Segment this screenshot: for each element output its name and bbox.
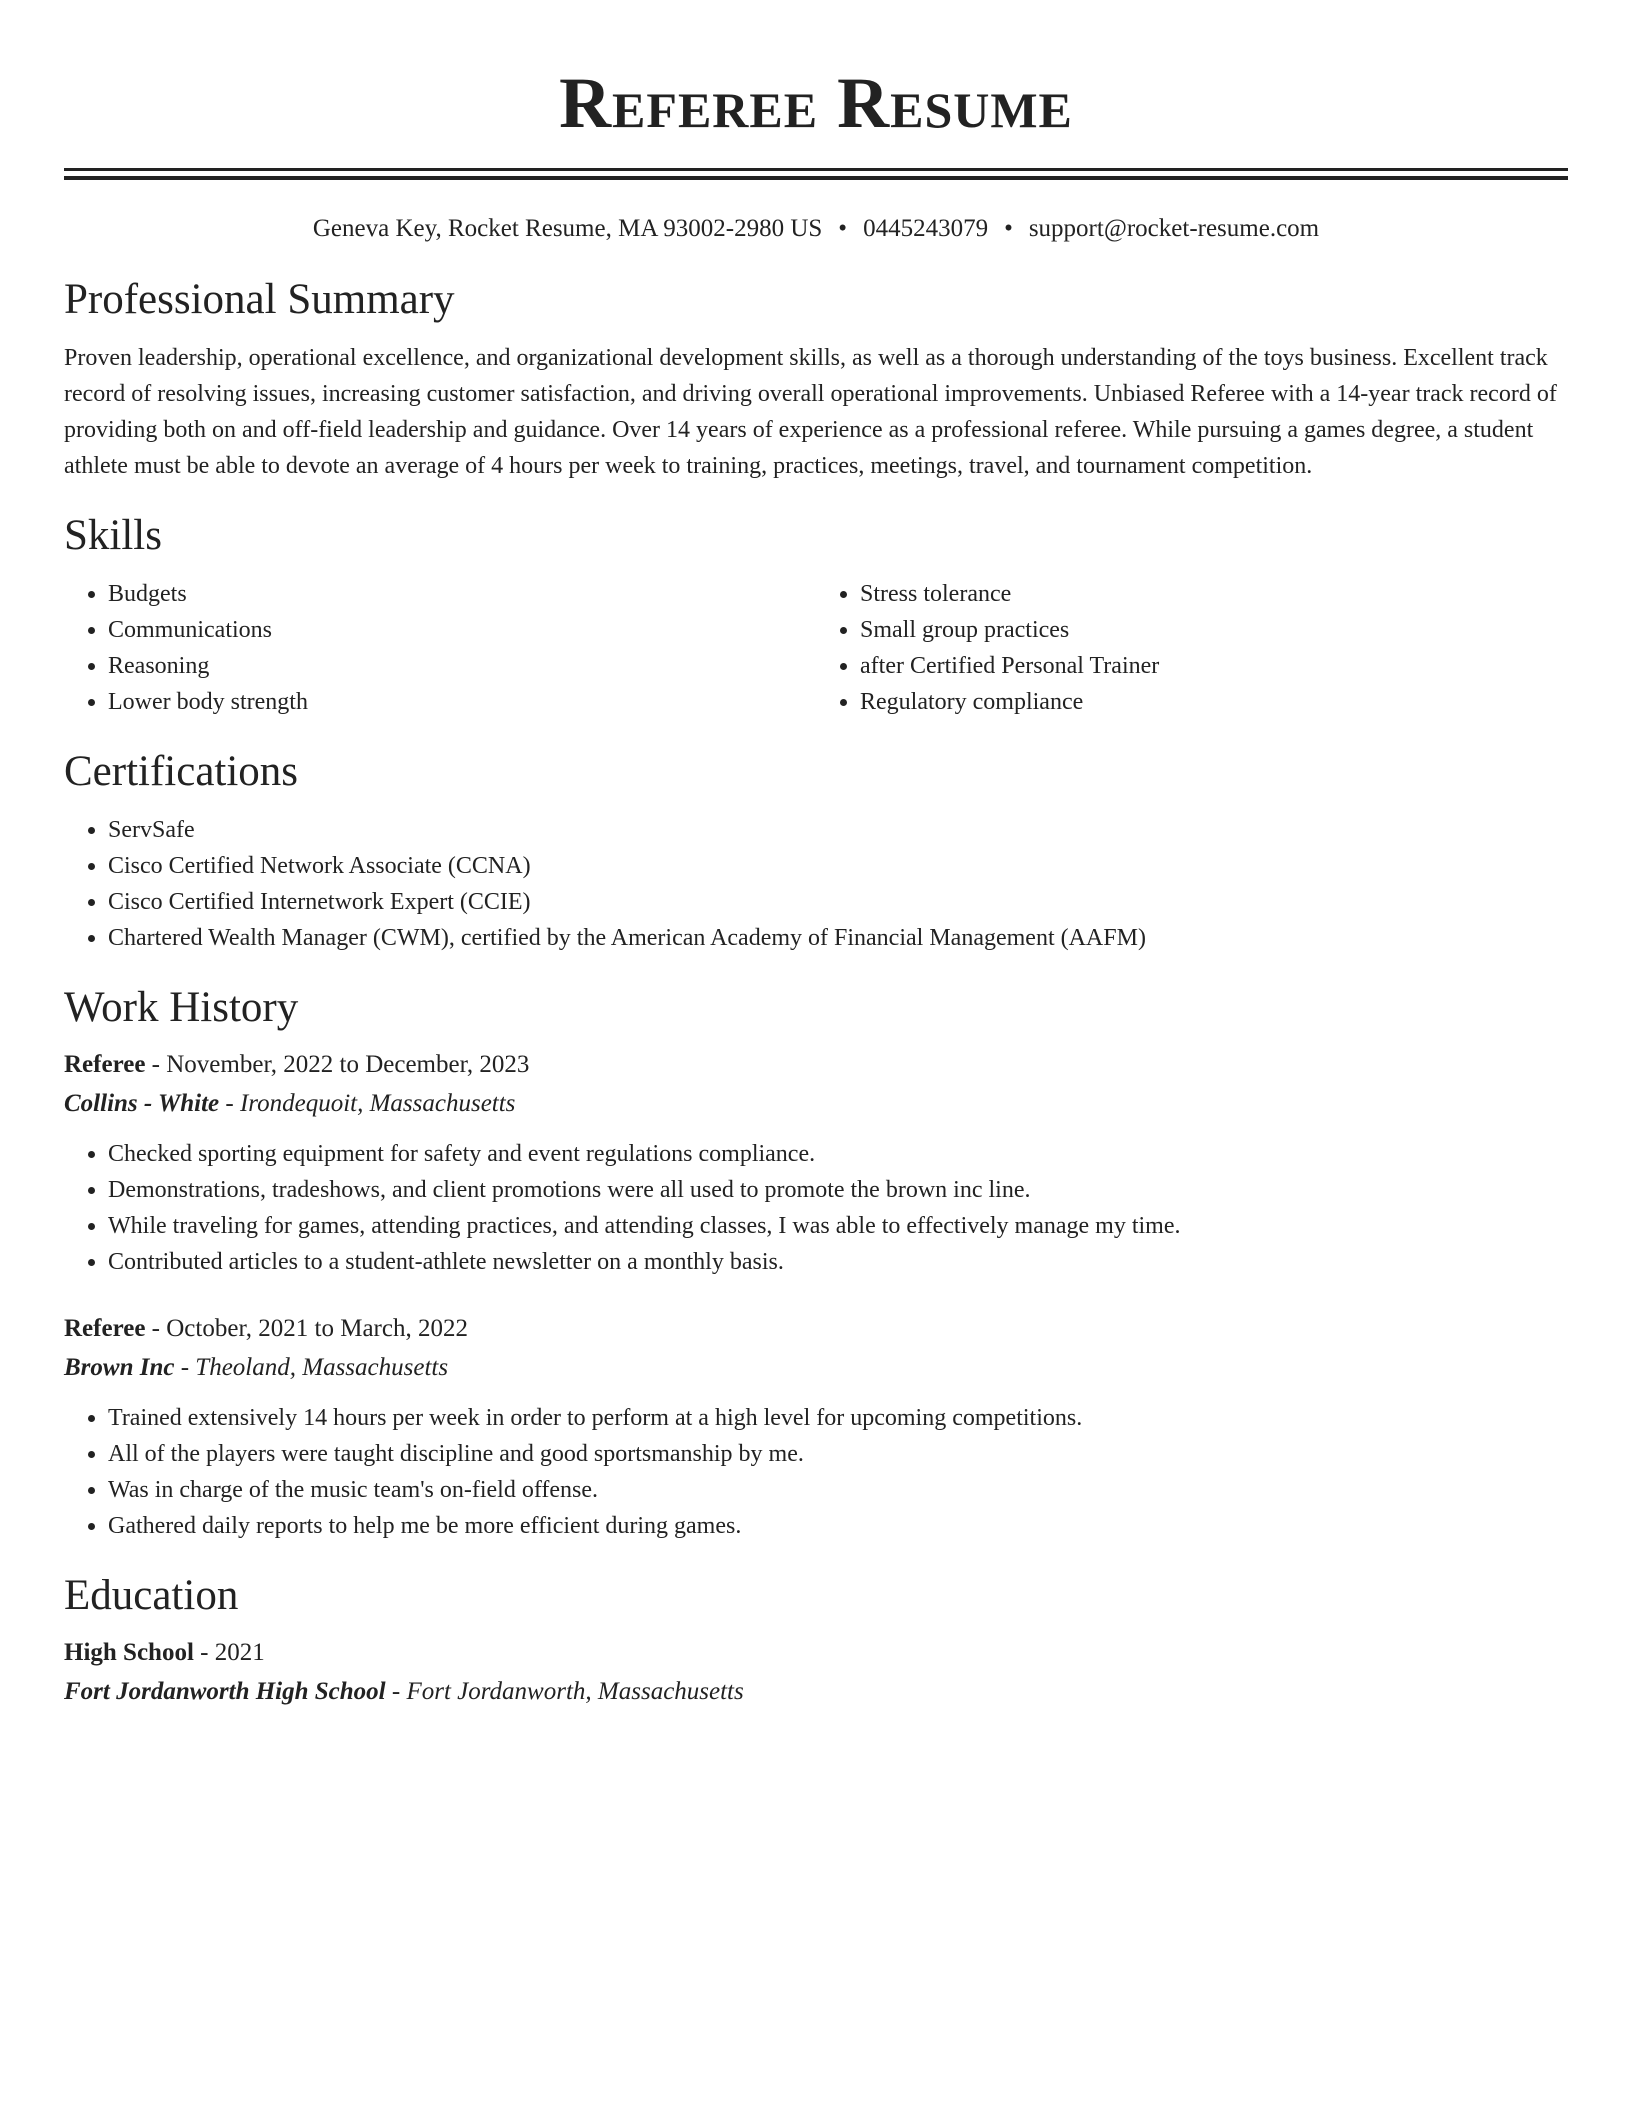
- summary-section: [64, 274, 1568, 484]
- skill-item: • Small group practices: [860, 612, 1568, 648]
- summary-heading: Professional Summary: [64, 276, 455, 323]
- skill-item: • Budgets: [108, 576, 816, 612]
- skills-list-right: [816, 576, 1568, 720]
- job-company-line: [64, 1084, 1568, 1124]
- job-company: Collins - White: [64, 1090, 220, 1117]
- job-location: - Irondequoit, Massachusetts: [219, 1090, 516, 1117]
- contact-line: [64, 214, 1568, 244]
- skills-section: [64, 510, 1568, 720]
- skill-item: • Stress tolerance: [860, 576, 1568, 612]
- education-degree-line: [64, 1634, 1568, 1672]
- title-rule-top: [64, 168, 1568, 171]
- skills-grid: [64, 576, 1568, 720]
- job-bullet: • Contributed articles to a student-athlete newsletter on a monthly basis.: [108, 1244, 1568, 1280]
- skill-item: • Communications: [108, 612, 816, 648]
- skill-item: • Regulatory compliance: [860, 684, 1568, 720]
- education-year: - 2021: [193, 1639, 265, 1666]
- title-rule-bottom: [64, 176, 1568, 180]
- job-bullet: • Gathered daily reports to help me be more efficient during games.: [108, 1508, 1568, 1544]
- job-company-line: [64, 1348, 1568, 1388]
- job-bullet: • Demonstrations, tradeshows, and client promotions were all used to promote the brown inc line.: [108, 1172, 1568, 1208]
- contact-separator: •: [1004, 215, 1013, 242]
- skills-list-left: [64, 576, 816, 720]
- skills-heading: Skills: [64, 512, 162, 559]
- education-school-line: [64, 1672, 1568, 1712]
- job-title: Referee: [64, 1315, 146, 1342]
- certification-item: • Chartered Wealth Manager (CWM), certified by the American Academy of Financial Management (AAFM): [108, 920, 1568, 956]
- education-location: - Fort Jordanworth, Massachusetts: [385, 1678, 744, 1705]
- skill-item: • Lower body strength: [108, 684, 816, 720]
- job-bullets: [64, 1400, 1568, 1544]
- job-bullet: • Checked sporting equipment for safety and event regulations compliance.: [108, 1136, 1568, 1172]
- job-company: Brown Inc: [64, 1354, 175, 1381]
- job-entry: [64, 1310, 1568, 1544]
- certification-item: • ServSafe: [108, 812, 1568, 848]
- job-bullet: • Was in charge of the music team's on-field offense.: [108, 1472, 1568, 1508]
- job-bullet: • All of the players were taught discipline and good sportsmanship by me.: [108, 1436, 1568, 1472]
- skill-item: • after Certified Personal Trainer: [860, 648, 1568, 684]
- education-school: Fort Jordanworth High School: [64, 1678, 386, 1705]
- job-location: - Theoland, Massachusetts: [174, 1354, 449, 1381]
- work-history-section: [64, 982, 1568, 1544]
- work-history-heading: Work History: [64, 984, 299, 1031]
- resume-title: Referee Resume: [559, 63, 1073, 143]
- certifications-heading: Certifications: [64, 748, 299, 795]
- job-dates: - November, 2022 to December, 2023: [145, 1051, 530, 1078]
- job-bullets: [64, 1136, 1568, 1280]
- education-degree: High School: [64, 1639, 194, 1666]
- contact-separator: •: [838, 215, 848, 242]
- contact-phone: 0445243079: [863, 215, 989, 242]
- job-bullet: • While traveling for games, attending practices, and attending classes, I was able to effectively manage my time.: [108, 1208, 1568, 1244]
- certification-item: • Cisco Certified Internetwork Expert (CCIE): [108, 884, 1568, 920]
- job-title-line: [64, 1046, 1568, 1084]
- certifications-section: [64, 746, 1568, 956]
- education-section: [64, 1570, 1568, 1712]
- contact-email: support@rocket-resume.com: [1028, 215, 1320, 242]
- job-title-line: [64, 1310, 1568, 1348]
- contact-address: Geneva Key, Rocket Resume, MA 93002-2980 US: [312, 215, 823, 242]
- job-bullet: • Trained extensively 14 hours per week in order to perform at a high level for upcoming competitions.: [108, 1400, 1568, 1436]
- certification-item: • Cisco Certified Network Associate (CCNA): [108, 848, 1568, 884]
- summary-text: Proven leadership, operational excellence, and organizational development skills, as well as a thorough understanding of the toys business. Excellent track record of resolving issues, increasing customer satisfaction, and driving overall operational improvements. Unbiased Referee with a 14-year track record of providing both on and off-field leadership and guidance. Over 14 years of experience as a professional referee. While pursuing a games degree, a student athlete must be able to devote an average of 4 hours per week to training, practices, meetings, travel, and tournament competition.: [64, 345, 1557, 479]
- certifications-list: [64, 812, 1568, 956]
- job-entry: [64, 1046, 1568, 1280]
- skill-item: • Reasoning: [108, 648, 816, 684]
- education-heading: Education: [64, 1572, 239, 1619]
- job-dates: - October, 2021 to March, 2022: [145, 1315, 468, 1342]
- job-title: Referee: [64, 1051, 146, 1078]
